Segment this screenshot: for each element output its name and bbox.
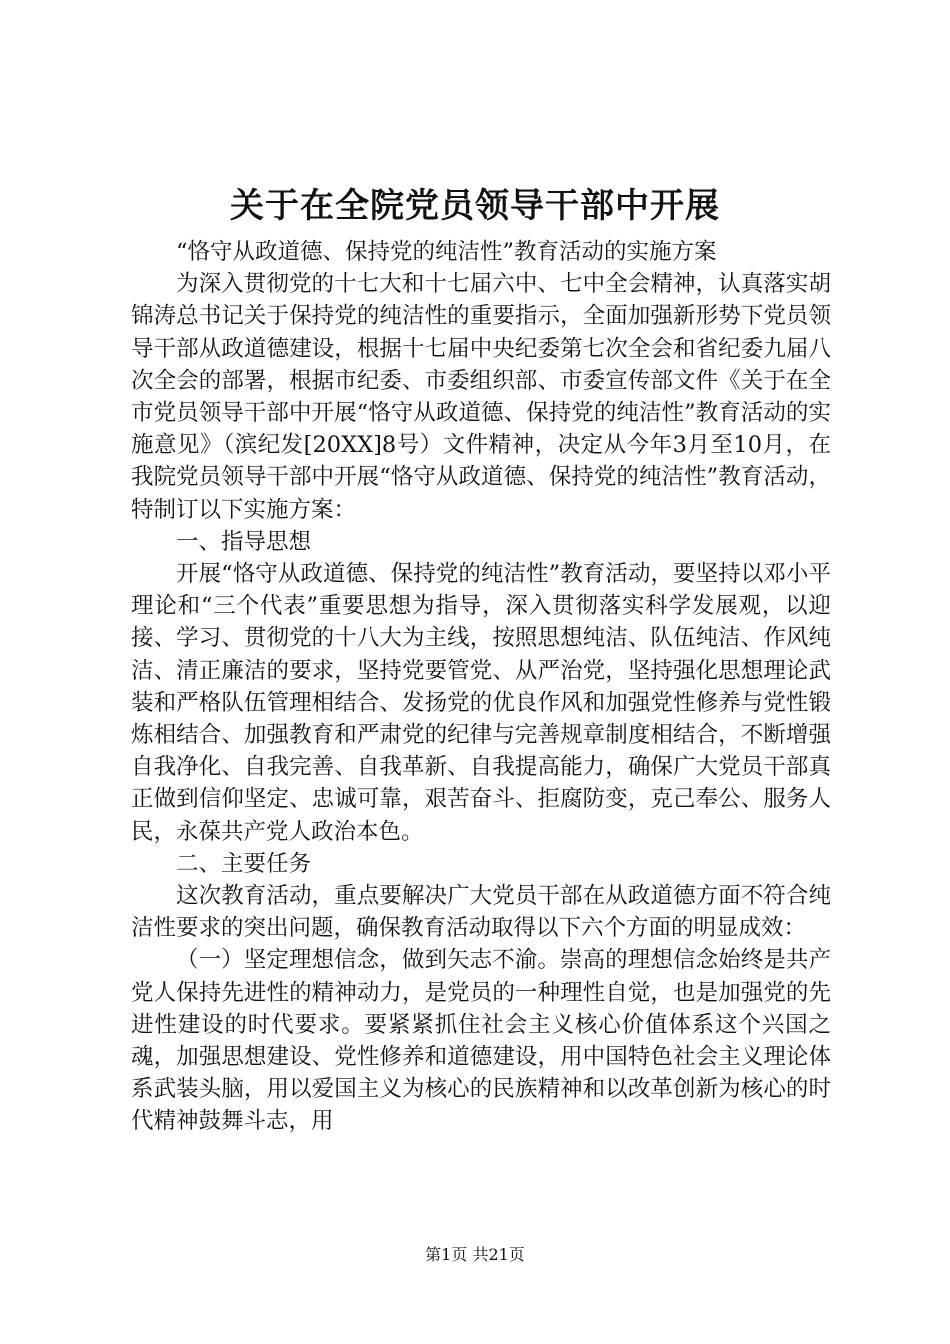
paragraph-guiding-thought: 开展“恪守从政道德、保持党的纯洁性”教育活动，要坚持以邓小平理论和“三个代表”重要思想为指导，深入贯彻落实科学发展观，以迎接、学习、贯彻党的十八大为主线，按照思想纯洁、队伍纯洁、作风纯洁、清正廉洁的要求，坚持党要管党、从严治党，坚持强化思想理论武装和严格队伍管理相结合、发扬党的优良作风和加强党性修养与党性锻炼相结合、加强教育和严肃党的纪律与完善规章制度相结合，不断增强自我净化、自我完善、自我革新、自我提高能力，确保广大党员干部真正做到信仰坚定、忠诚可靠，艰苦奋斗、拒腐防变，克己奉公、服务人民，永葆共产党人政治本色。: [131, 561, 831, 845]
paragraph-main-tasks: 这次教育活动，重点要解决广大党员干部在从政道德方面不符合纯洁性要求的突出问题，确保教育活动取得以下六个方面的明显成效：: [131, 883, 831, 942]
document-title: 关于在全院党员领导干部中开展: [230, 186, 720, 226]
document-body: [131, 236, 831, 1138]
section-heading-main-tasks: 二、主要任务: [176, 850, 312, 877]
page-number: 第1页 共21页: [425, 1245, 525, 1264]
section-heading-guiding-thought: 一、指导思想: [176, 528, 312, 555]
paragraph-task-one: （一）坚定理想信念，做到矢志不渝。崇高的理想信念始终是共产党人保持先进性的精神动力，是党员的一种理性自觉，也是加强党的先进性建设的时代要求。要紧紧抓住社会主义核心价值体系这个兴国之魂，加强思想建设、党性修养和道德建设，用中国特色社会主义理论体系武装头脑，用以爱国主义为核心的民族精神和以改革创新为核心的时代精神鼓舞斗志，用: [131, 947, 831, 1135]
document-subtitle: “恪守从政道德、保持党的纯洁性”教育活动的实施方案: [176, 239, 717, 265]
paragraph-intro: 为深入贯彻党的十七大和十七届六中、七中全会精神，认真落实胡锦涛总书记关于保持党的纯洁性的重要指示，全面加强新形势下党员领导干部从政道德建设，根据十七届中央纪委第七次全会和省纪委九届八次全会的部署，根据市纪委、市委组织部、市委宣传部文件《关于在全市党员领导干部中开展“恪守从政道德、保持党的纯洁性”教育活动的实施意见》（滨纪发[20XX]8号）文件精神，决定从今年3月至10月，在我院党员领导干部中开展“恪守从政道德、保持党的纯洁性”教育活动，特制订以下实施方案：: [131, 271, 831, 523]
